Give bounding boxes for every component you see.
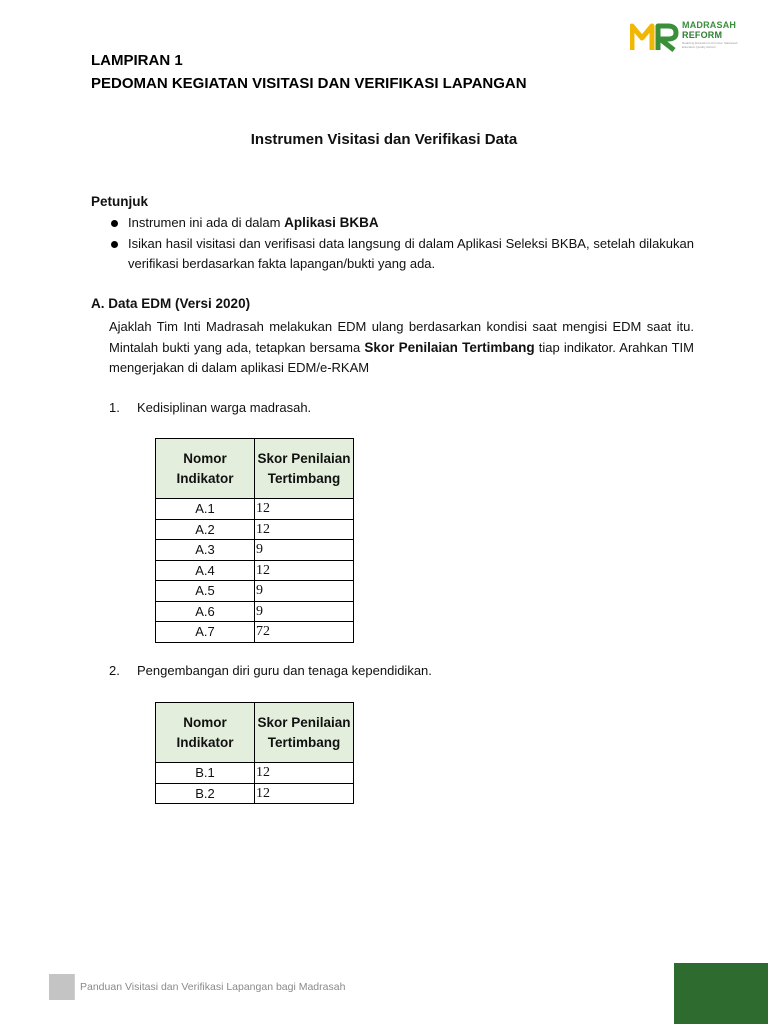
madrasah-reform-logo	[630, 18, 742, 54]
logo-mark-icon	[630, 22, 680, 52]
bullet-icon	[111, 241, 118, 248]
table-row: A.3 9	[156, 540, 354, 561]
table-row: B.1 12	[156, 763, 354, 784]
lampiran-label: LAMPIRAN 1	[91, 52, 183, 69]
table-row: A.7 72	[156, 622, 354, 643]
logo-tagline: Realizing Education's Promise: Madrasah Education Quality Reform	[682, 41, 738, 49]
column-header-nomor: Nomor Indikator	[156, 439, 255, 499]
section-a-paragraph: Ajaklah Tim Inti Madrasah melakukan EDM ulang berdasarkan kondisi saat mengisi EDM saat itu. Mintalah bukti yang ada, tetapkan bersama Skor Penilaian Tertimbang tiap indikator. Arahkan TIM mengerjakan di dalam aplikasi EDM/e-RKAM	[109, 319, 694, 375]
table-row: A.5 9	[156, 581, 354, 602]
page-title: Instrumen Visitasi dan Verifikasi Data	[250, 131, 518, 148]
list-item: Instrumen ini ada di dalam Aplikasi BKBA	[91, 213, 694, 234]
table-row: A.4 12	[156, 560, 354, 581]
footer-text: Panduan Visitasi dan Verifikasi Lapangan bagi Madrasah	[80, 981, 346, 993]
item-1-label: 1. Kedisiplinan warga madrasah.	[109, 400, 312, 415]
section-a-heading: A. Data EDM (Versi 2020)	[91, 296, 251, 311]
score-table-a	[155, 438, 354, 643]
list-item: Isikan hasil visitasi dan verifisasi data langsung di dalam Aplikasi Seleksi BKBA, setelah dilakukan verifikasi berdasarkan fakta lapangan/bukti yang ada.	[91, 234, 694, 275]
logo-wordmark: MADRASAH REFORM	[682, 20, 737, 40]
petunjuk-heading: Petunjuk	[91, 194, 149, 209]
aplikasi-bkba-label: Aplikasi BKBA	[284, 215, 379, 230]
footer-marker	[49, 974, 74, 1000]
table-row: A.6 9	[156, 601, 354, 622]
column-header-skor: Skor Penilaian Tertimbang	[255, 703, 354, 763]
column-header-skor: Skor Penilaian Tertimbang	[255, 439, 354, 499]
column-header-nomor: Nomor Indikator	[156, 703, 255, 763]
score-table-b	[155, 702, 354, 804]
table-row: B.2 12	[156, 783, 354, 804]
bullet-icon	[111, 220, 118, 227]
petunjuk-list	[91, 213, 694, 275]
table-row: A.2 12	[156, 519, 354, 540]
footer-accent-block	[674, 963, 768, 1024]
document-heading: PEDOMAN KEGIATAN VISITASI DAN VERIFIKASI LAPANGAN	[91, 75, 527, 92]
item-2-label: 2. Pengembangan diri guru dan tenaga kependidikan.	[109, 663, 432, 678]
table-row: A.1 12	[156, 499, 354, 520]
footer-divider	[74, 974, 75, 1000]
